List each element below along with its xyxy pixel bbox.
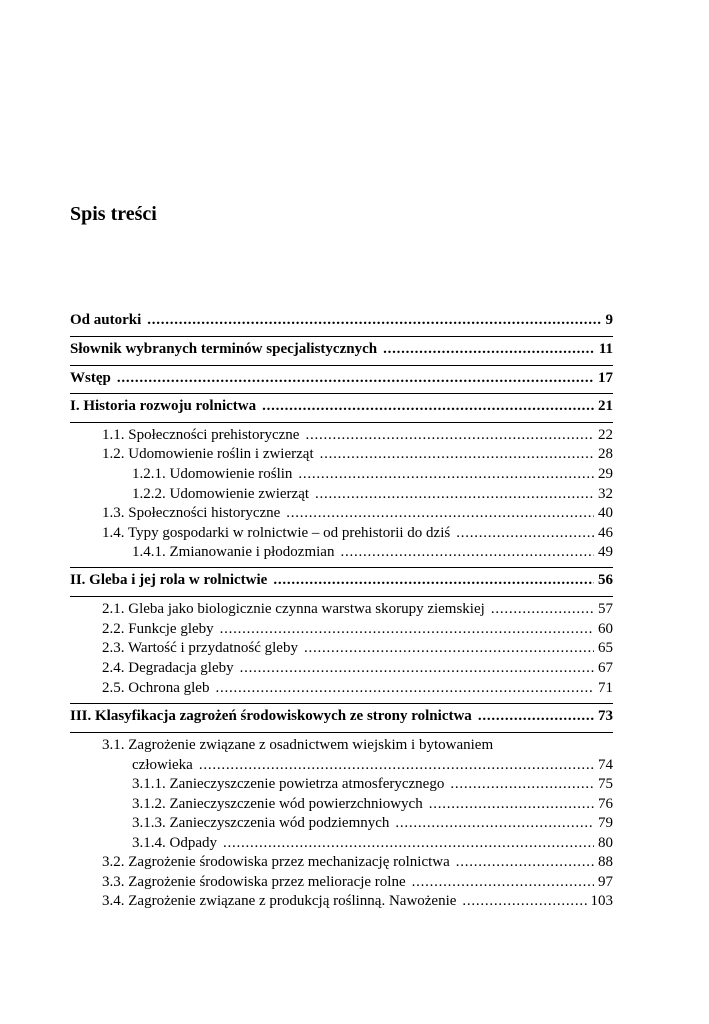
dot-leader: [340, 543, 594, 561]
dot-leader: [320, 445, 594, 463]
toc-entry-title: 1.2.2. Udomowienie zwierząt: [132, 486, 310, 502]
dot-leader: [199, 756, 594, 774]
toc-entry-page: 49: [598, 544, 613, 560]
toc-entry: [102, 659, 613, 677]
dot-leader: [429, 795, 594, 813]
dot-leader: [450, 775, 594, 793]
toc-entry: [102, 426, 613, 444]
toc-entry-page: 79: [598, 815, 613, 831]
toc-entry-page: 40: [598, 505, 613, 521]
toc-entry-page: 57: [598, 601, 613, 617]
toc-entry-title: 2.5. Ochrona gleb: [102, 680, 210, 696]
toc-entry-page: 17: [598, 370, 613, 386]
toc-entry-page: 67: [598, 660, 613, 676]
toc-entry-page: 103: [590, 893, 613, 909]
toc-entry-page: 65: [598, 640, 613, 656]
toc-entry: [132, 775, 613, 793]
toc-entry-title: III. Klasyfikacja zagrożeń środowiskowych ze strony rolnictwa: [70, 708, 472, 724]
toc-entry-page: 21: [598, 398, 613, 414]
toc-entry: [102, 853, 613, 871]
toc-entry-title: 2.4. Degradacja gleby: [102, 660, 234, 676]
toc-entry-title: człowieka: [132, 757, 193, 773]
toc-entry-title: 2.2. Funkcje gleby: [102, 621, 214, 637]
dot-leader: [412, 873, 594, 891]
toc-entry: [102, 620, 613, 638]
toc-entry: [70, 397, 613, 415]
dot-leader: [215, 679, 594, 697]
dot-leader: [147, 311, 601, 329]
toc-entry: [132, 465, 613, 483]
toc-entry-title: 1.1. Społeczności prehistoryczne: [102, 427, 300, 443]
toc-entry-title: I. Historia rozwoju rolnictwa: [70, 398, 257, 414]
toc-entry: [70, 707, 613, 725]
toc-entry: [102, 873, 613, 891]
toc-entry-page: 60: [598, 621, 613, 637]
divider: [70, 422, 613, 423]
toc-entry: [102, 504, 613, 522]
dot-leader: [286, 504, 594, 522]
toc-entry-page: 73: [598, 708, 613, 724]
toc-entry-page: 76: [598, 796, 613, 812]
dot-leader: [223, 834, 594, 852]
dot-leader: [315, 485, 594, 503]
toc-entry-title: Słownik wybranych terminów specjalistycznych: [70, 341, 378, 357]
toc-entry-page: 97: [598, 874, 613, 890]
toc-entry-page: 75: [598, 776, 613, 792]
toc-entry-title: 3.1.2. Zanieczyszczenie wód powierzchniowych: [132, 796, 423, 812]
toc-entry: [102, 600, 613, 618]
toc-entry-title: 2.1. Gleba jako biologicznie czynna warstwa skorupy ziemskiej: [102, 601, 485, 617]
toc-entry: [102, 892, 613, 910]
toc-entry: [70, 571, 613, 589]
toc-entry-title: 3.2. Zagrożenie środowiska przez mechanizację rolnictwa: [102, 854, 450, 870]
toc-entry: [102, 524, 613, 542]
toc-entry-page: 74: [598, 757, 613, 773]
divider: [70, 596, 613, 597]
dot-leader: [298, 465, 594, 483]
dot-leader: [491, 600, 594, 618]
dot-leader: [273, 571, 594, 589]
toc-entry-title: 3.1.4. Odpady: [132, 835, 217, 851]
toc-entry-title: 3.1.3. Zanieczyszczenia wód podziemnych: [132, 815, 390, 831]
toc-entry: [70, 340, 613, 358]
dot-leader: [117, 369, 594, 387]
toc-entry-title: 2.3. Wartość i przydatność gleby: [102, 640, 298, 656]
dot-leader: [383, 340, 595, 358]
dot-leader: [304, 639, 594, 657]
toc-entry-title: 3.1. Zagrożenie związane z osadnictwem wiejskim i bytowaniem: [102, 737, 494, 753]
dot-leader: [456, 853, 594, 871]
toc-entry-page: 22: [598, 427, 613, 443]
toc-entry: [102, 445, 613, 463]
toc-entry-title: 1.2. Udomowienie roślin i zwierząt: [102, 446, 314, 462]
toc-entry-page: 29: [598, 466, 613, 482]
dot-leader: [262, 397, 594, 415]
toc-entry: [70, 369, 613, 387]
divider: [70, 703, 613, 704]
toc-entry-page: 88: [598, 854, 613, 870]
toc-entry: [132, 485, 613, 503]
dot-leader: [240, 659, 594, 677]
toc-entry-title: 1.3. Społeczności historyczne: [102, 505, 281, 521]
toc-entry-page: 56: [598, 572, 613, 588]
toc-entry: [132, 756, 613, 774]
toc-entry-title: 3.4. Zagrożenie związane z produkcją roślinną. Nawożenie: [102, 893, 457, 909]
dot-leader: [395, 814, 594, 832]
toc-entry-page: 71: [598, 680, 613, 696]
toc-entry: [132, 543, 613, 561]
page-title: Spis treści: [70, 203, 157, 225]
toc-entry-title: 1.4.1. Zmianowanie i płodozmian: [132, 544, 335, 560]
dot-leader: [305, 426, 594, 444]
toc-entry-title: 3.3. Zagrożenie środowiska przez melioracje rolne: [102, 874, 406, 890]
toc-entry-title: 1.4. Typy gospodarki w rolnictwie – od prehistorii do dziś: [102, 525, 451, 541]
toc-entry: [70, 311, 613, 329]
divider: [70, 567, 613, 568]
toc-entry: [102, 736, 613, 754]
divider: [70, 732, 613, 733]
dot-leader: [478, 707, 594, 725]
divider: [70, 365, 613, 366]
toc-entry-page: 11: [598, 341, 613, 357]
dot-leader: [456, 524, 594, 542]
toc-entry-page: 46: [598, 525, 613, 541]
toc-entry-page: 9: [605, 312, 613, 328]
toc-entry: [132, 795, 613, 813]
toc-entry-title: Wstęp: [70, 370, 111, 386]
toc-entry-page: 32: [598, 486, 613, 502]
toc-entry-title: 3.1.1. Zanieczyszczenie powietrza atmosferycznego: [132, 776, 445, 792]
divider: [70, 393, 613, 394]
toc-entry: [132, 834, 613, 852]
toc-entry-title: Od autorki: [70, 312, 142, 328]
toc-entry: [102, 639, 613, 657]
toc-entry-title: 1.2.1. Udomowienie roślin: [132, 466, 293, 482]
toc-entry: [102, 679, 613, 697]
toc-entry-title: II. Gleba i jej rola w rolnictwie: [70, 572, 268, 588]
toc-entry: [132, 814, 613, 832]
toc-entry-page: 80: [598, 835, 613, 851]
dot-leader: [220, 620, 594, 638]
toc-entry-page: 28: [598, 446, 613, 462]
dot-leader: [462, 892, 586, 910]
divider: [70, 336, 613, 337]
